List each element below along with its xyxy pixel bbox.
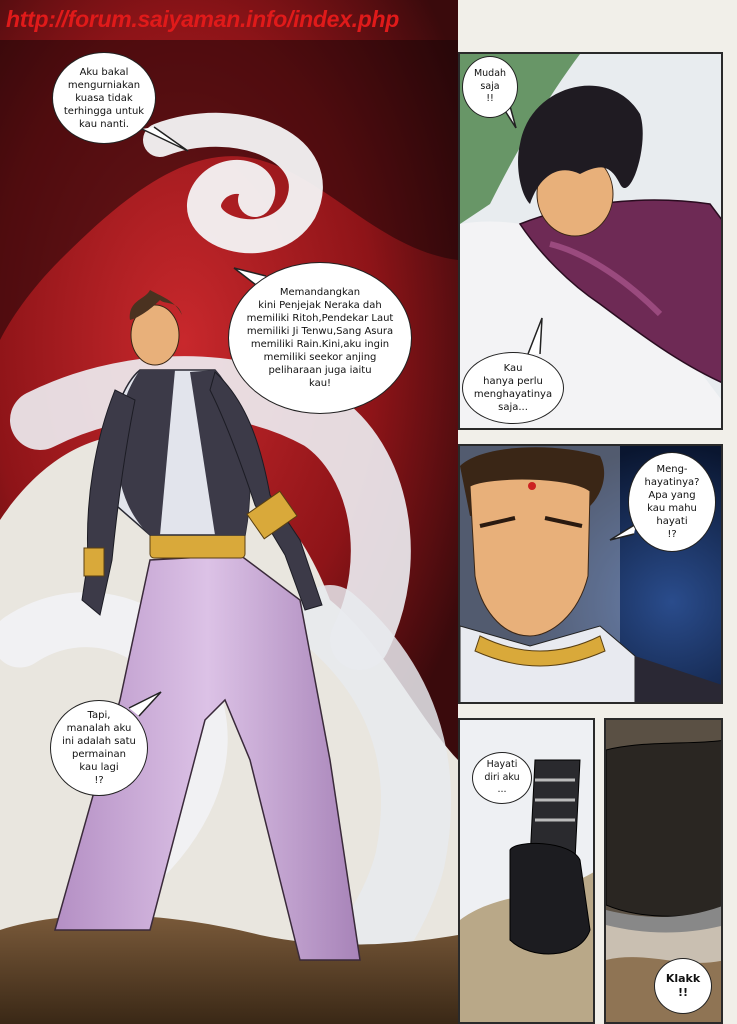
speech-bubble-1: Aku bakal mengurniakan kuasa tidak terhingga untuk kau nanti. [52,52,156,144]
speech-bubble-1-tail [140,125,190,155]
speech-bubble-7: Hayati diri aku ... [472,752,532,804]
speech-bubble-4: Mudah saja !! [462,56,518,118]
speech-bubble-5: Kau hanya perlu menghayatinya saja... [462,352,564,424]
sfx-bubble: Klakk !! [654,958,712,1014]
speech-bubble-2: Memandangkan kini Penjejak Neraka dah memiliki Ritoh,Pendekar Laut memiliki Ji Tenwu,Sang Asura memiliki Rain.Kini,aku ingin memiliki seekor anjing peliharaan juga iaitu kau! [228,262,412,414]
watermark-url: http://forum.saiyaman.info/index.php [6,6,399,32]
speech-bubble-6: Meng- hayatinya? Apa yang kau mahu hayati !? [628,452,716,552]
speech-bubble-3: Tapi, manalah aku ini adalah satu permainan kau lagi !? [50,700,148,796]
speech-bubble-5-tail [520,316,550,356]
